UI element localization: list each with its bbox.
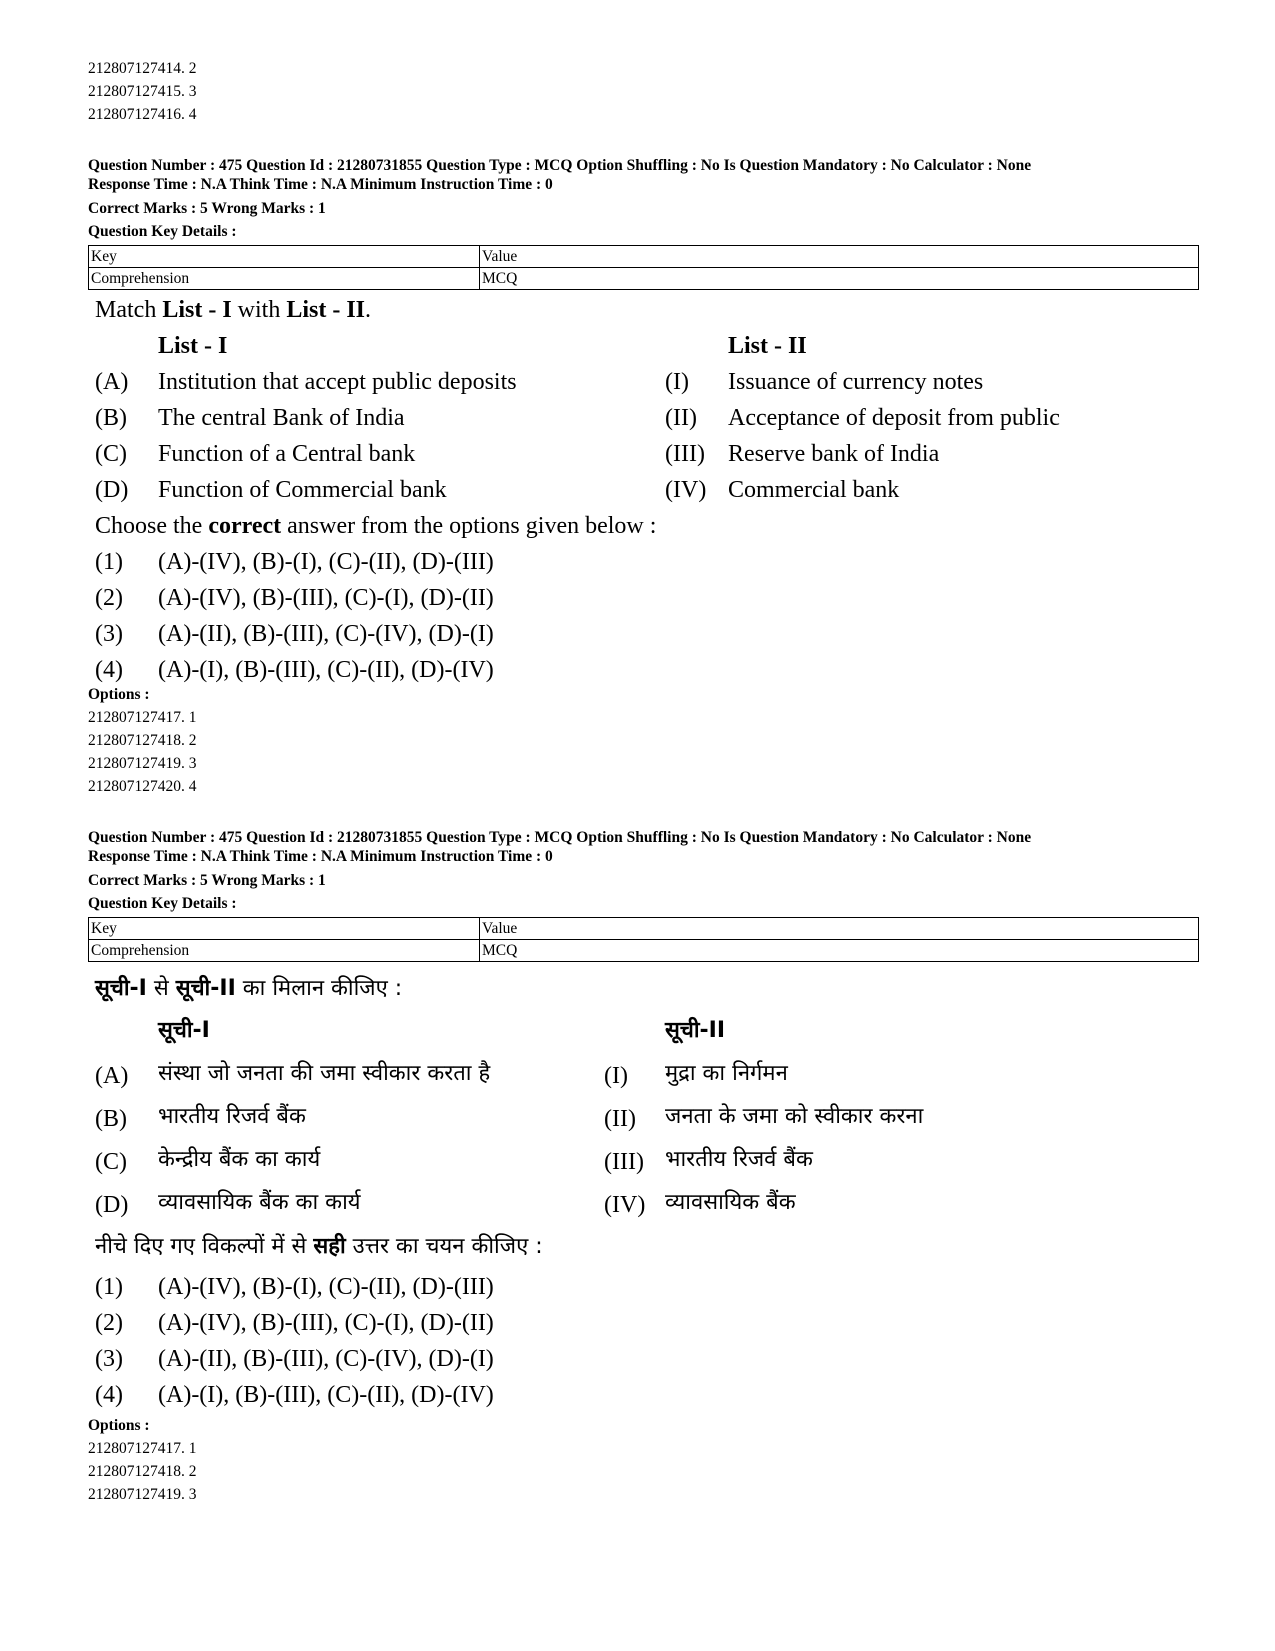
table-row <box>89 268 1199 290</box>
table-header-key: Key <box>89 246 480 268</box>
list1-label: (D) <box>95 1192 129 1218</box>
choose-instruction: नीचे दिए गए विकल्पों में से सही उत्तर का चयन कीजिए : <box>95 1234 543 1259</box>
question-meta: Question Number : 475 Question Id : 21280731855 Question Type : MCQ Option Shuffling : No Is Question Mandatory : No Calculator : None <box>88 829 1032 846</box>
list1-text: संस्था जो जनता की जमा स्वीकार करता है <box>158 1061 491 1086</box>
list1-text: The central Bank of India <box>158 405 405 431</box>
list2-label: (I) <box>604 1063 628 1089</box>
table-cell-key: Comprehension <box>89 268 480 290</box>
list2-text: जनता के जमा को स्वीकार करना <box>665 1104 924 1129</box>
list1-label: (C) <box>95 1149 127 1175</box>
list1-text: भारतीय रिजर्व बैंक <box>158 1104 306 1129</box>
list2-heading: सूची-II <box>665 1018 726 1043</box>
table-row <box>89 246 1199 268</box>
table-cell-value: MCQ <box>480 940 1199 962</box>
option-line: 212807127415. 3 <box>88 83 197 100</box>
key-details-table <box>88 917 1199 962</box>
choose-instruction: Choose the correct answer from the options given below : <box>95 513 657 539</box>
question-intro: सूची-I से सूची-II का मिलान कीजिए : <box>95 976 403 1001</box>
options-label: Options : <box>88 1417 150 1434</box>
list1-label: (B) <box>95 1106 127 1132</box>
list2-label: (III) <box>665 441 705 467</box>
key-details-label: Question Key Details : <box>88 223 237 240</box>
list2-text: Issuance of currency notes <box>728 369 984 395</box>
list1-label: (C) <box>95 441 127 467</box>
answer-text: (A)-(II), (B)-(III), (C)-(IV), (D)-(I) <box>158 1346 494 1372</box>
option-line: 212807127416. 4 <box>88 106 197 123</box>
answer-text: (A)-(IV), (B)-(III), (C)-(I), (D)-(II) <box>158 585 494 611</box>
list1-text: केन्द्रीय बैंक का कार्य <box>158 1147 321 1172</box>
answer-text: (A)-(IV), (B)-(I), (C)-(II), (D)-(III) <box>158 549 494 575</box>
list2-text: भारतीय रिजर्व बैंक <box>665 1147 813 1172</box>
list2-label: (IV) <box>665 477 707 503</box>
list1-text: Institution that accept public deposits <box>158 369 517 395</box>
answer-number: (3) <box>95 621 123 647</box>
list1-heading: सूची-I <box>158 1018 210 1043</box>
answer-text: (A)-(II), (B)-(III), (C)-(IV), (D)-(I) <box>158 621 494 647</box>
list2-text: मुद्रा का निर्गमन <box>665 1061 788 1086</box>
table-row <box>89 940 1199 962</box>
list2-heading: List - II <box>728 333 807 359</box>
option-line: 212807127419. 3 <box>88 755 197 772</box>
question-intro: Match List - I with List - II. <box>95 297 372 323</box>
list2-text: Acceptance of deposit from public <box>728 405 1060 431</box>
list1-text: Function of a Central bank <box>158 441 416 467</box>
answer-number: (4) <box>95 1382 123 1408</box>
answer-number: (4) <box>95 657 123 683</box>
option-line: 212807127418. 2 <box>88 732 197 749</box>
table-header-key: Key <box>89 918 480 940</box>
list1-heading: List - I <box>158 333 228 359</box>
list2-text: Reserve bank of India <box>728 441 940 467</box>
list1-label: (B) <box>95 405 127 431</box>
answer-text: (A)-(IV), (B)-(I), (C)-(II), (D)-(III) <box>158 1274 494 1300</box>
list2-text: व्यावसायिक बैंक <box>665 1190 796 1215</box>
list2-text: Commercial bank <box>728 477 900 503</box>
question-meta: Question Number : 475 Question Id : 21280731855 Question Type : MCQ Option Shuffling : No Is Question Mandatory : No Calculator : None <box>88 157 1032 174</box>
list2-label: (IV) <box>604 1192 646 1218</box>
question-marks: Correct Marks : 5 Wrong Marks : 1 <box>88 200 326 217</box>
question-timing: Response Time : N.A Think Time : N.A Minimum Instruction Time : 0 <box>88 848 553 865</box>
option-line: 212807127414. 2 <box>88 60 197 77</box>
list1-text: Function of Commercial bank <box>158 477 447 503</box>
table-row <box>89 918 1199 940</box>
answer-number: (2) <box>95 1310 123 1336</box>
list1-label: (A) <box>95 369 129 395</box>
option-line: 212807127417. 1 <box>88 1440 197 1457</box>
key-details-table <box>88 245 1199 290</box>
answer-number: (3) <box>95 1346 123 1372</box>
table-header-value: Value <box>480 918 1199 940</box>
list1-label: (A) <box>95 1063 129 1089</box>
question-marks: Correct Marks : 5 Wrong Marks : 1 <box>88 872 326 889</box>
list2-label: (II) <box>604 1106 636 1132</box>
list2-label: (II) <box>665 405 697 431</box>
list2-label: (I) <box>665 369 689 395</box>
question-timing: Response Time : N.A Think Time : N.A Minimum Instruction Time : 0 <box>88 176 553 193</box>
answer-text: (A)-(IV), (B)-(III), (C)-(I), (D)-(II) <box>158 1310 494 1336</box>
list2-label: (III) <box>604 1149 644 1175</box>
answer-text: (A)-(I), (B)-(III), (C)-(II), (D)-(IV) <box>158 657 494 683</box>
table-cell-value: MCQ <box>480 268 1199 290</box>
answer-text: (A)-(I), (B)-(III), (C)-(II), (D)-(IV) <box>158 1382 494 1408</box>
answer-number: (2) <box>95 585 123 611</box>
options-label: Options : <box>88 686 150 703</box>
list1-text: व्यावसायिक बैंक का कार्य <box>158 1190 361 1215</box>
answer-number: (1) <box>95 1274 123 1300</box>
answer-number: (1) <box>95 549 123 575</box>
option-line: 212807127417. 1 <box>88 709 197 726</box>
option-line: 212807127420. 4 <box>88 778 197 795</box>
list1-label: (D) <box>95 477 129 503</box>
table-cell-key: Comprehension <box>89 940 480 962</box>
option-line: 212807127419. 3 <box>88 1486 197 1503</box>
table-header-value: Value <box>480 246 1199 268</box>
option-line: 212807127418. 2 <box>88 1463 197 1480</box>
key-details-label: Question Key Details : <box>88 895 237 912</box>
